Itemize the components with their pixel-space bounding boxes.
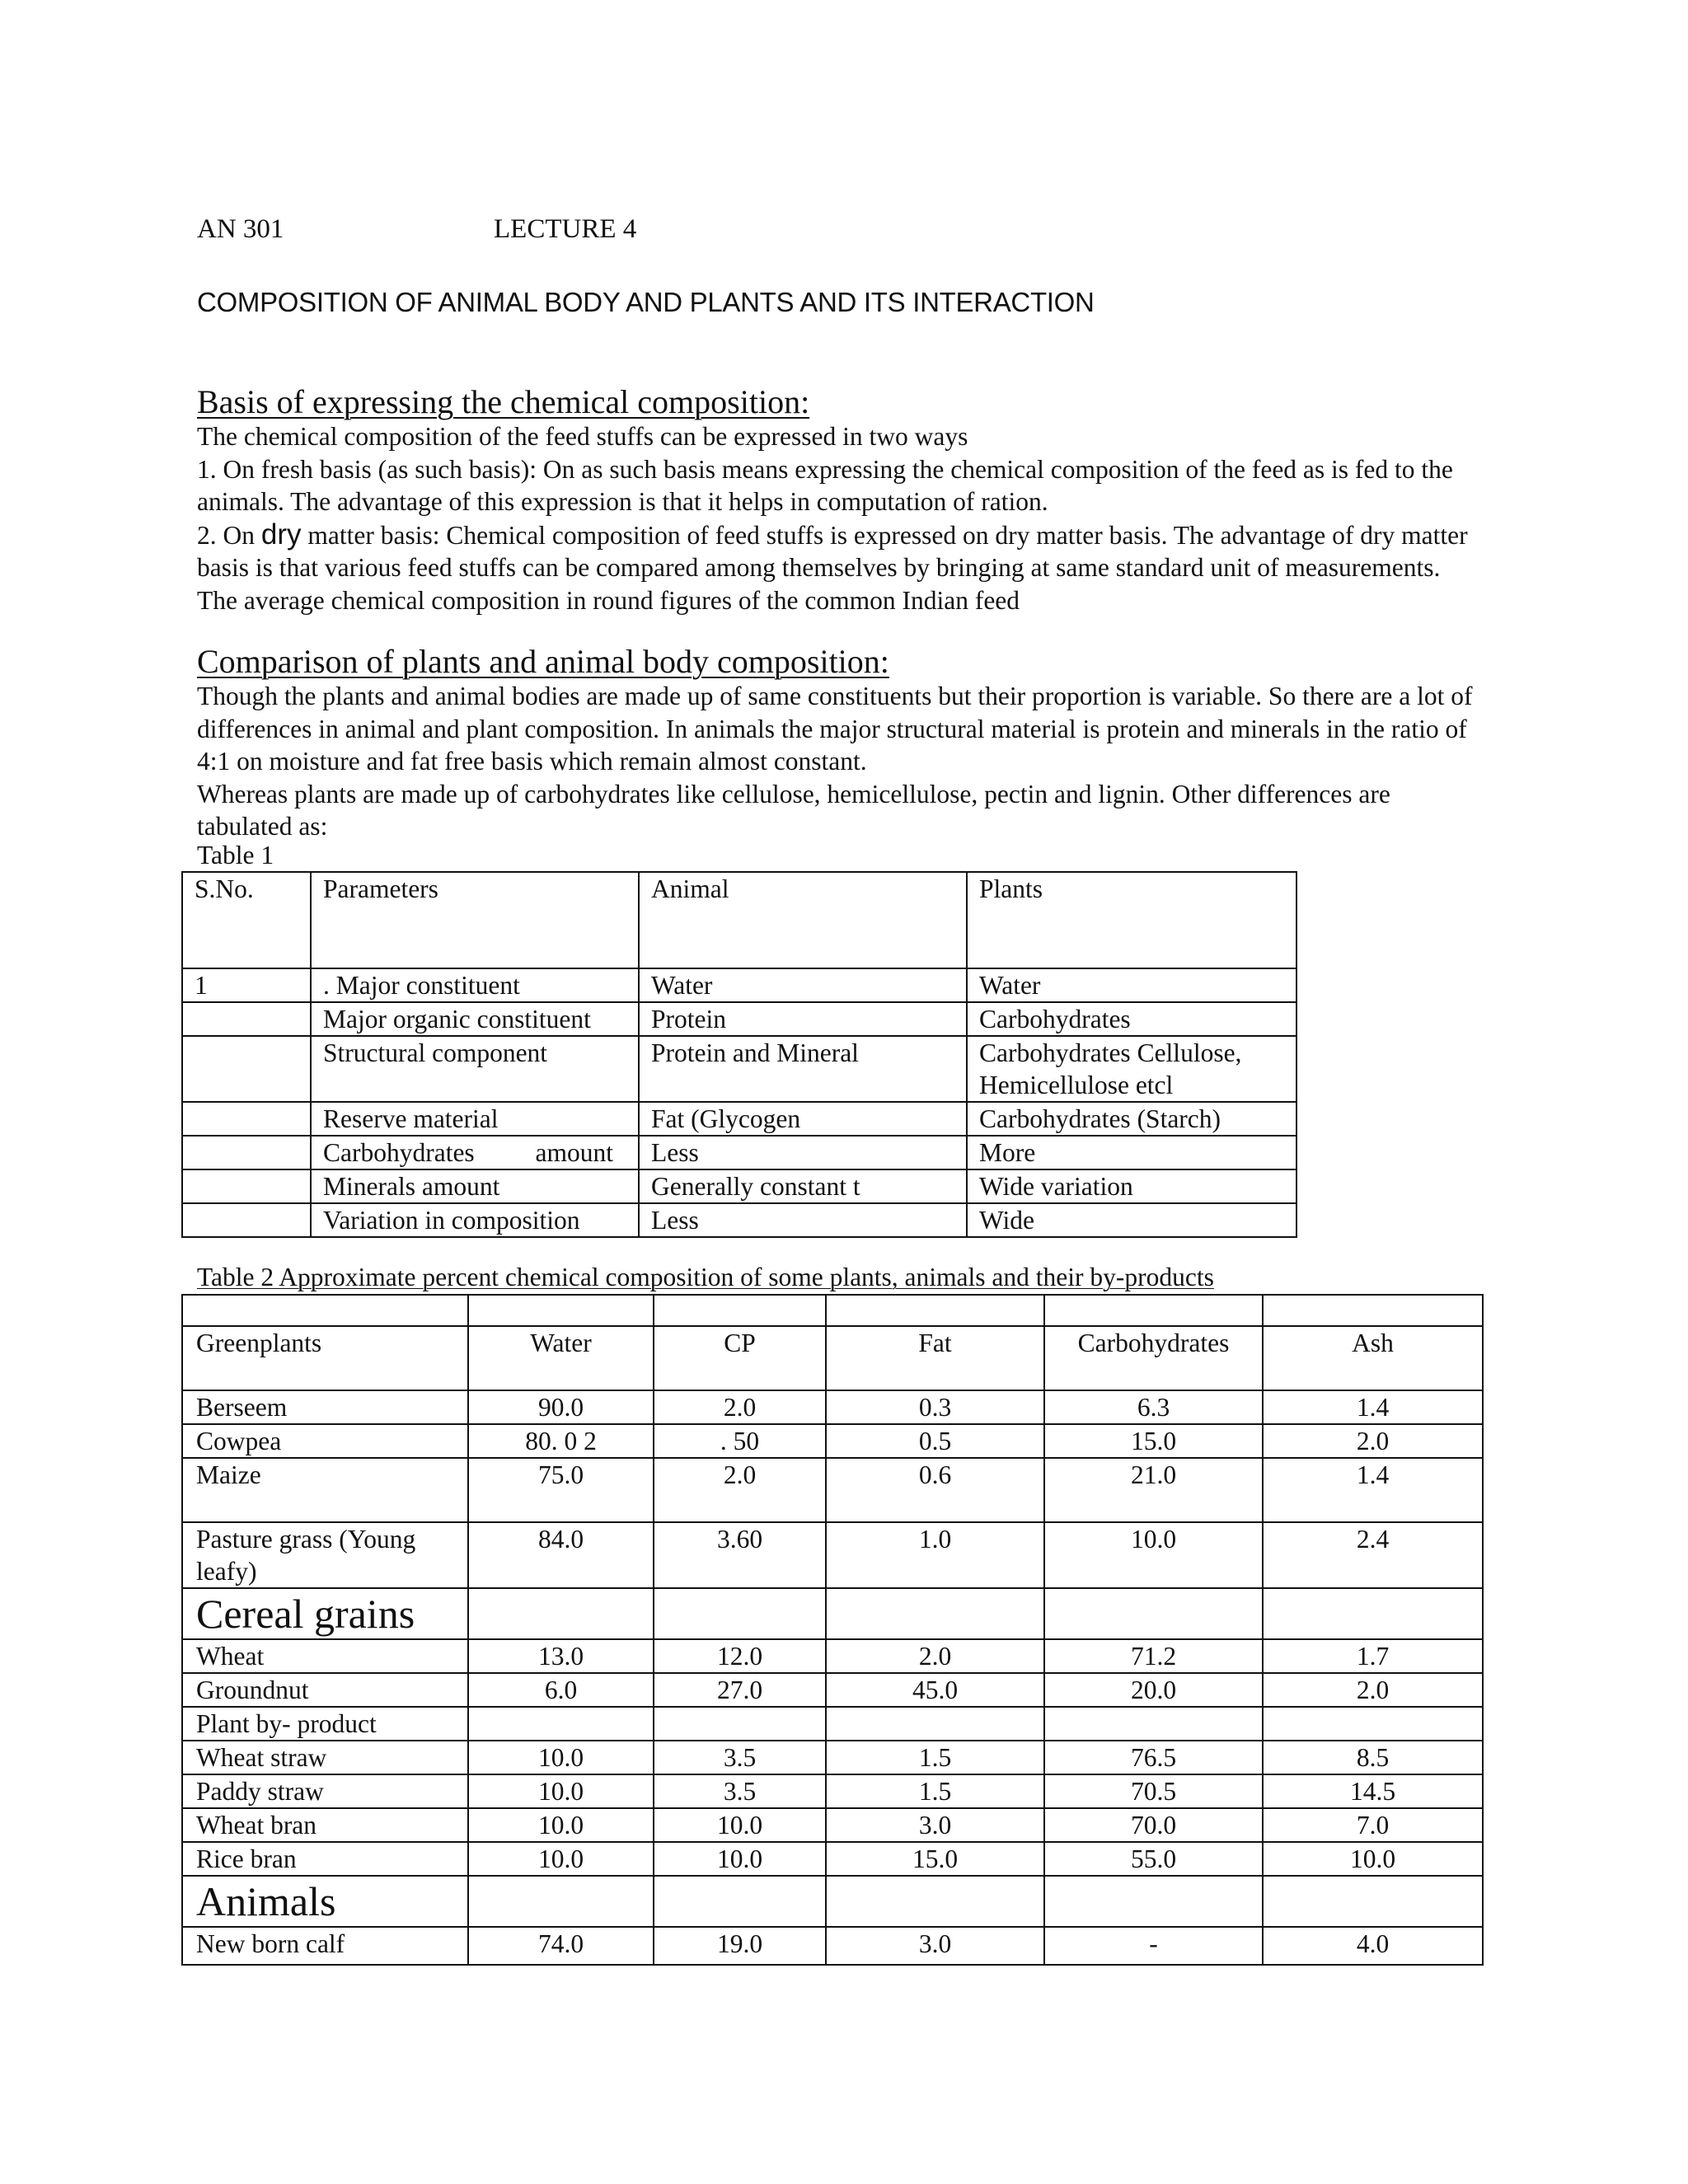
table2-blank-row: [182, 1295, 1483, 1326]
table-cell: . Major constituent: [311, 968, 639, 1002]
table-cell: 8.5: [1263, 1741, 1483, 1774]
table-row: [182, 1876, 1483, 1927]
table-cell: Variation in composition: [311, 1203, 639, 1237]
table2-header-cell: Greenplants: [182, 1326, 468, 1390]
basis-intro: The chemical composition of the feed stuffs can be expressed in two ways: [197, 422, 968, 451]
table-cell: 10.0: [468, 1842, 654, 1876]
table-cell: 15.0: [1044, 1424, 1263, 1458]
table-cell: 90.0: [468, 1390, 654, 1424]
table-cell: Wheat bran: [182, 1808, 468, 1842]
table-cell: Reserve material: [311, 1102, 639, 1136]
table2-caption: Table 2 Approximate percent chemical composition of some plants, animals and their by-products: [197, 1263, 1214, 1291]
table-cell: Carbohydrates (Starch): [967, 1102, 1296, 1136]
table-row: [182, 1002, 1296, 1036]
comparison-para-1: Though the plants and animal bodies are made up of same constituents but their proportion is variable. So there are a lot of differences in animal and plant composition. In animals the major structural material is protein and minerals in the ratio of 4:1 on moisture and fat free basis which remain almost constant.: [197, 682, 1473, 776]
table-cell: 13.0: [468, 1639, 654, 1673]
table-cell: 1: [182, 968, 311, 1002]
table-cell: Minerals amount: [311, 1169, 639, 1203]
table-cell: 7.0: [1263, 1808, 1483, 1842]
table-cell: 2.0: [654, 1458, 826, 1522]
table-cell: More: [967, 1136, 1296, 1169]
table-cell: [182, 1203, 311, 1237]
table-cell: 21.0: [1044, 1458, 1263, 1522]
table-cell: 27.0: [654, 1673, 826, 1707]
table-row: [182, 1707, 1483, 1741]
table-1: [181, 871, 1297, 1238]
table1-header-row: [182, 872, 1296, 968]
table-cell: Pasture grass (Young leafy): [182, 1522, 468, 1588]
table-row: [182, 1588, 1483, 1639]
table-cell: 55.0: [1044, 1842, 1263, 1876]
table-cell: 15.0: [826, 1842, 1044, 1876]
point2-dry-word: dry: [260, 518, 302, 551]
table-cell: Wheat straw: [182, 1741, 468, 1774]
section-comparison-body: [197, 680, 1483, 843]
table-cell: 10.0: [468, 1774, 654, 1808]
table-cell: 80. 0 2: [468, 1424, 654, 1458]
table-row: [182, 1741, 1483, 1774]
table-cell: Berseem: [182, 1390, 468, 1424]
table-cell: 10.0: [654, 1842, 826, 1876]
carbohydrates-amount-label: [323, 1137, 638, 1169]
table-cell: 2.0: [654, 1390, 826, 1424]
table1-header-cell: Animal: [639, 872, 967, 968]
table-cell: 1.5: [826, 1774, 1044, 1808]
section-heading-comparison: Comparison of plants and animal body composition:: [197, 643, 889, 680]
table-row: [182, 1136, 1296, 1169]
table-cell: 1.0: [826, 1522, 1044, 1588]
table-cell: 3.0: [826, 1808, 1044, 1842]
table2-header-row: [182, 1326, 1483, 1390]
point2-prefix: 2. On: [197, 520, 261, 550]
table-cell: 70.0: [1044, 1808, 1263, 1842]
table-cell: 1.5: [826, 1741, 1044, 1774]
table-cell: [182, 1036, 311, 1102]
table-cell: Carbohydrates: [967, 1002, 1296, 1036]
table-cell: 10.0: [468, 1808, 654, 1842]
table-cell: 6.0: [468, 1673, 654, 1707]
table-cell: 10.0: [1263, 1842, 1483, 1876]
table-row: [182, 1458, 1483, 1522]
table-cell: 6.3: [1044, 1390, 1263, 1424]
table-cell: [311, 1136, 639, 1169]
table-cell: Protein: [639, 1002, 967, 1036]
table-cell: 1.4: [1263, 1458, 1483, 1522]
table-cell: New born calf: [182, 1927, 468, 1965]
table-cell: 3.5: [654, 1774, 826, 1808]
table-cell: 10.0: [468, 1741, 654, 1774]
section-basis-body: [197, 420, 1483, 616]
table-cell: 10.0: [654, 1808, 826, 1842]
table-cell: 1.7: [1263, 1639, 1483, 1673]
lecture-number: LECTURE 4: [494, 214, 637, 244]
table-row: [182, 1673, 1483, 1707]
table-cell: 3.0: [826, 1927, 1044, 1965]
table-cell: 4.0: [1263, 1927, 1483, 1965]
table-cell: 20.0: [1044, 1673, 1263, 1707]
table-cell: 19.0: [654, 1927, 826, 1965]
table-cell: Major organic constituent: [311, 1002, 639, 1036]
table-cell: Wide: [967, 1203, 1296, 1237]
page-title: COMPOSITION OF ANIMAL BODY AND PLANTS AND ITS INTERACTION: [197, 287, 1095, 317]
table1-caption: Table 1: [197, 841, 274, 869]
table-2: [181, 1294, 1484, 1966]
course-code: AN 301: [197, 214, 284, 244]
table-row: [182, 1774, 1483, 1808]
table-cell: Protein and Mineral: [639, 1036, 967, 1102]
table-cell: 14.5: [1263, 1774, 1483, 1808]
table-cell: Water: [639, 968, 967, 1002]
section-heading-basis: Basis of expressing the chemical composition:: [197, 383, 810, 420]
table-cell: 10.0: [1044, 1522, 1263, 1588]
table2-header-cell: Water: [468, 1326, 654, 1390]
table-cell: Structural component: [311, 1036, 639, 1102]
table-cell: 2.0: [1263, 1673, 1483, 1707]
basis-point-2: [197, 518, 1483, 617]
table-cell: Wide variation: [967, 1169, 1296, 1203]
table-cell: 0.5: [826, 1424, 1044, 1458]
table-cell: Paddy straw: [182, 1774, 468, 1808]
table-cell: [182, 1136, 311, 1169]
table-cell: 70.5: [1044, 1774, 1263, 1808]
table-cell: 45.0: [826, 1673, 1044, 1707]
table-cell: Fat (Glycogen: [639, 1102, 967, 1136]
basis-point-1: 1. On fresh basis (as such basis): On as such basis means expressing the chemical composition of the feed as is fed to the animals. The advantage of this expression is that it helps in computation of ration.: [197, 454, 1453, 516]
table-cell: Carbohydrates Cellulose, Hemicellulose etcl: [967, 1036, 1296, 1102]
comparison-para-2: Whereas plants are made up of carbohydrates like cellulose, hemicellulose, pectin and lignin. Other differences are tabulated as:: [197, 779, 1390, 841]
table-cell: 2.0: [826, 1639, 1044, 1673]
table2-header-cell: Ash: [1263, 1326, 1483, 1390]
table-cell: 0.3: [826, 1390, 1044, 1424]
table-row: [182, 1927, 1483, 1965]
table2-header-cell: CP: [654, 1326, 826, 1390]
table-cell: Cowpea: [182, 1424, 468, 1458]
table-cell: 74.0: [468, 1927, 654, 1965]
table-cell-group-heading: Plant by- product: [182, 1707, 468, 1741]
table-cell: -: [1044, 1927, 1263, 1965]
table2-header-cell: Carbohydrates: [1044, 1326, 1263, 1390]
table-cell: 0.6: [826, 1458, 1044, 1522]
table-cell: Generally constant t: [639, 1169, 967, 1203]
table-cell: Less: [639, 1136, 967, 1169]
table-cell: 84.0: [468, 1522, 654, 1588]
table2-header-cell: Fat: [826, 1326, 1044, 1390]
table-cell: . 50: [654, 1424, 826, 1458]
table-cell: 76.5: [1044, 1741, 1263, 1774]
table-row: [182, 1203, 1296, 1237]
point2-rest: matter basis: Chemical composition of feed stuffs is expressed on dry matter basis. The advantage of dry matter basis is that various feed stuffs can be compared among themselves by bringing at same standard unit of measurements. The average chemical composition in round figures of the common Indian feed: [197, 520, 1468, 615]
table-cell: Water: [967, 968, 1296, 1002]
table-cell: 2.4: [1263, 1522, 1483, 1588]
table-cell: Rice bran: [182, 1842, 468, 1876]
carb-word-1: Carbohydrates: [323, 1138, 475, 1167]
table-row: [182, 1390, 1483, 1424]
table-cell: 3.60: [654, 1522, 826, 1588]
table-row: [182, 1522, 1483, 1588]
table-cell: Wheat: [182, 1639, 468, 1673]
table-row: [182, 968, 1296, 1002]
table-row: [182, 1808, 1483, 1842]
table-cell: 3.5: [654, 1741, 826, 1774]
table-cell: [182, 1102, 311, 1136]
table-cell: [182, 1169, 311, 1203]
table-cell: [182, 1002, 311, 1036]
table-row: [182, 1102, 1296, 1136]
table-row: [182, 1424, 1483, 1458]
table-row: [182, 1036, 1296, 1102]
table-cell-group-heading: Animals: [182, 1876, 468, 1927]
table1-header-cell: S.No.: [182, 872, 311, 968]
table-row: [182, 1639, 1483, 1673]
table-cell: 2.0: [1263, 1424, 1483, 1458]
table-cell: 1.4: [1263, 1390, 1483, 1424]
table1-header-cell: Plants: [967, 872, 1296, 968]
table-cell: Less: [639, 1203, 967, 1237]
table-cell-group-heading: Cereal grains: [182, 1588, 468, 1639]
table-row: [182, 1842, 1483, 1876]
table-cell: 75.0: [468, 1458, 654, 1522]
carb-word-2: amount: [535, 1138, 613, 1167]
table-cell: Maize: [182, 1458, 468, 1522]
table-cell: 71.2: [1044, 1639, 1263, 1673]
table-row: [182, 1169, 1296, 1203]
table-cell: 12.0: [654, 1639, 826, 1673]
table-cell: Groundnut: [182, 1673, 468, 1707]
table1-header-cell: Parameters: [311, 872, 639, 968]
